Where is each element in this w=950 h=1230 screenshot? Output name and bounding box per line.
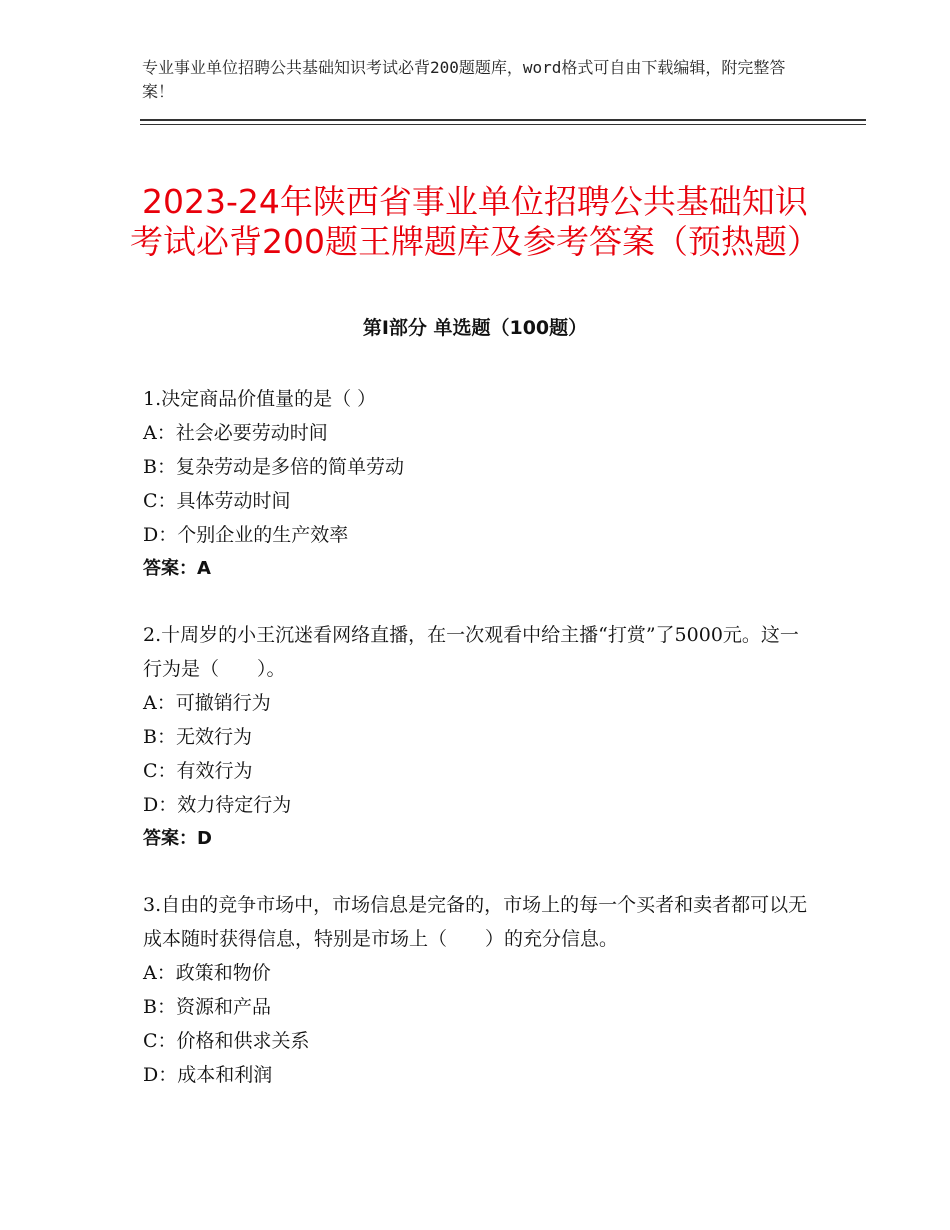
option-b: B：复杂劳动是多倍的简单劳动 (143, 456, 404, 478)
question-3 (143, 888, 813, 1092)
answer-key: 答案：A (143, 558, 211, 579)
document-title: 2023-24年陕西省事业单位招聘公共基础知识考试必背200题王牌题库及参考答案（预热题） (130, 182, 820, 262)
question-stem: 3.自由的竞争市场中，市场信息是完备的，市场上的每一个买者和卖者都可以无成本随时获得信息，特别是市场上（ ）的充分信息。 (143, 894, 808, 950)
option-c: C：具体劳动时间 (143, 490, 291, 512)
option-b: B：资源和产品 (143, 996, 271, 1018)
option-b: B：无效行为 (143, 726, 252, 748)
section-heading: 第Ⅰ部分 单选题（100题） (362, 317, 588, 339)
option-d: D：个别企业的生产效率 (143, 524, 349, 546)
question-stem: 1.决定商品价值量的是（ ） (143, 388, 377, 410)
answer-key: 答案：D (143, 828, 212, 849)
option-d: D：成本和利润 (143, 1064, 273, 1086)
question-2 (143, 618, 813, 856)
header-divider-thin (140, 124, 866, 125)
option-c: C：有效行为 (143, 760, 253, 782)
header-divider (140, 119, 866, 121)
option-a: A：政策和物价 (143, 962, 271, 984)
question-1 (143, 382, 813, 586)
question-stem: 2.十周岁的小王沉迷看网络直播，在一次观看中给主播“打赏”了5000元。这一行为是（ ）。 (143, 624, 799, 680)
option-c: C：价格和供求关系 (143, 1030, 310, 1052)
question-list (143, 382, 813, 1124)
option-a: A：社会必要劳动时间 (143, 422, 328, 444)
option-a: A：可撤销行为 (143, 692, 271, 714)
header-note: 专业事业单位招聘公共基础知识考试必背200题题库，word格式可自由下载编辑，附完整答案！ (142, 58, 786, 101)
option-d: D：效力待定行为 (143, 794, 292, 816)
